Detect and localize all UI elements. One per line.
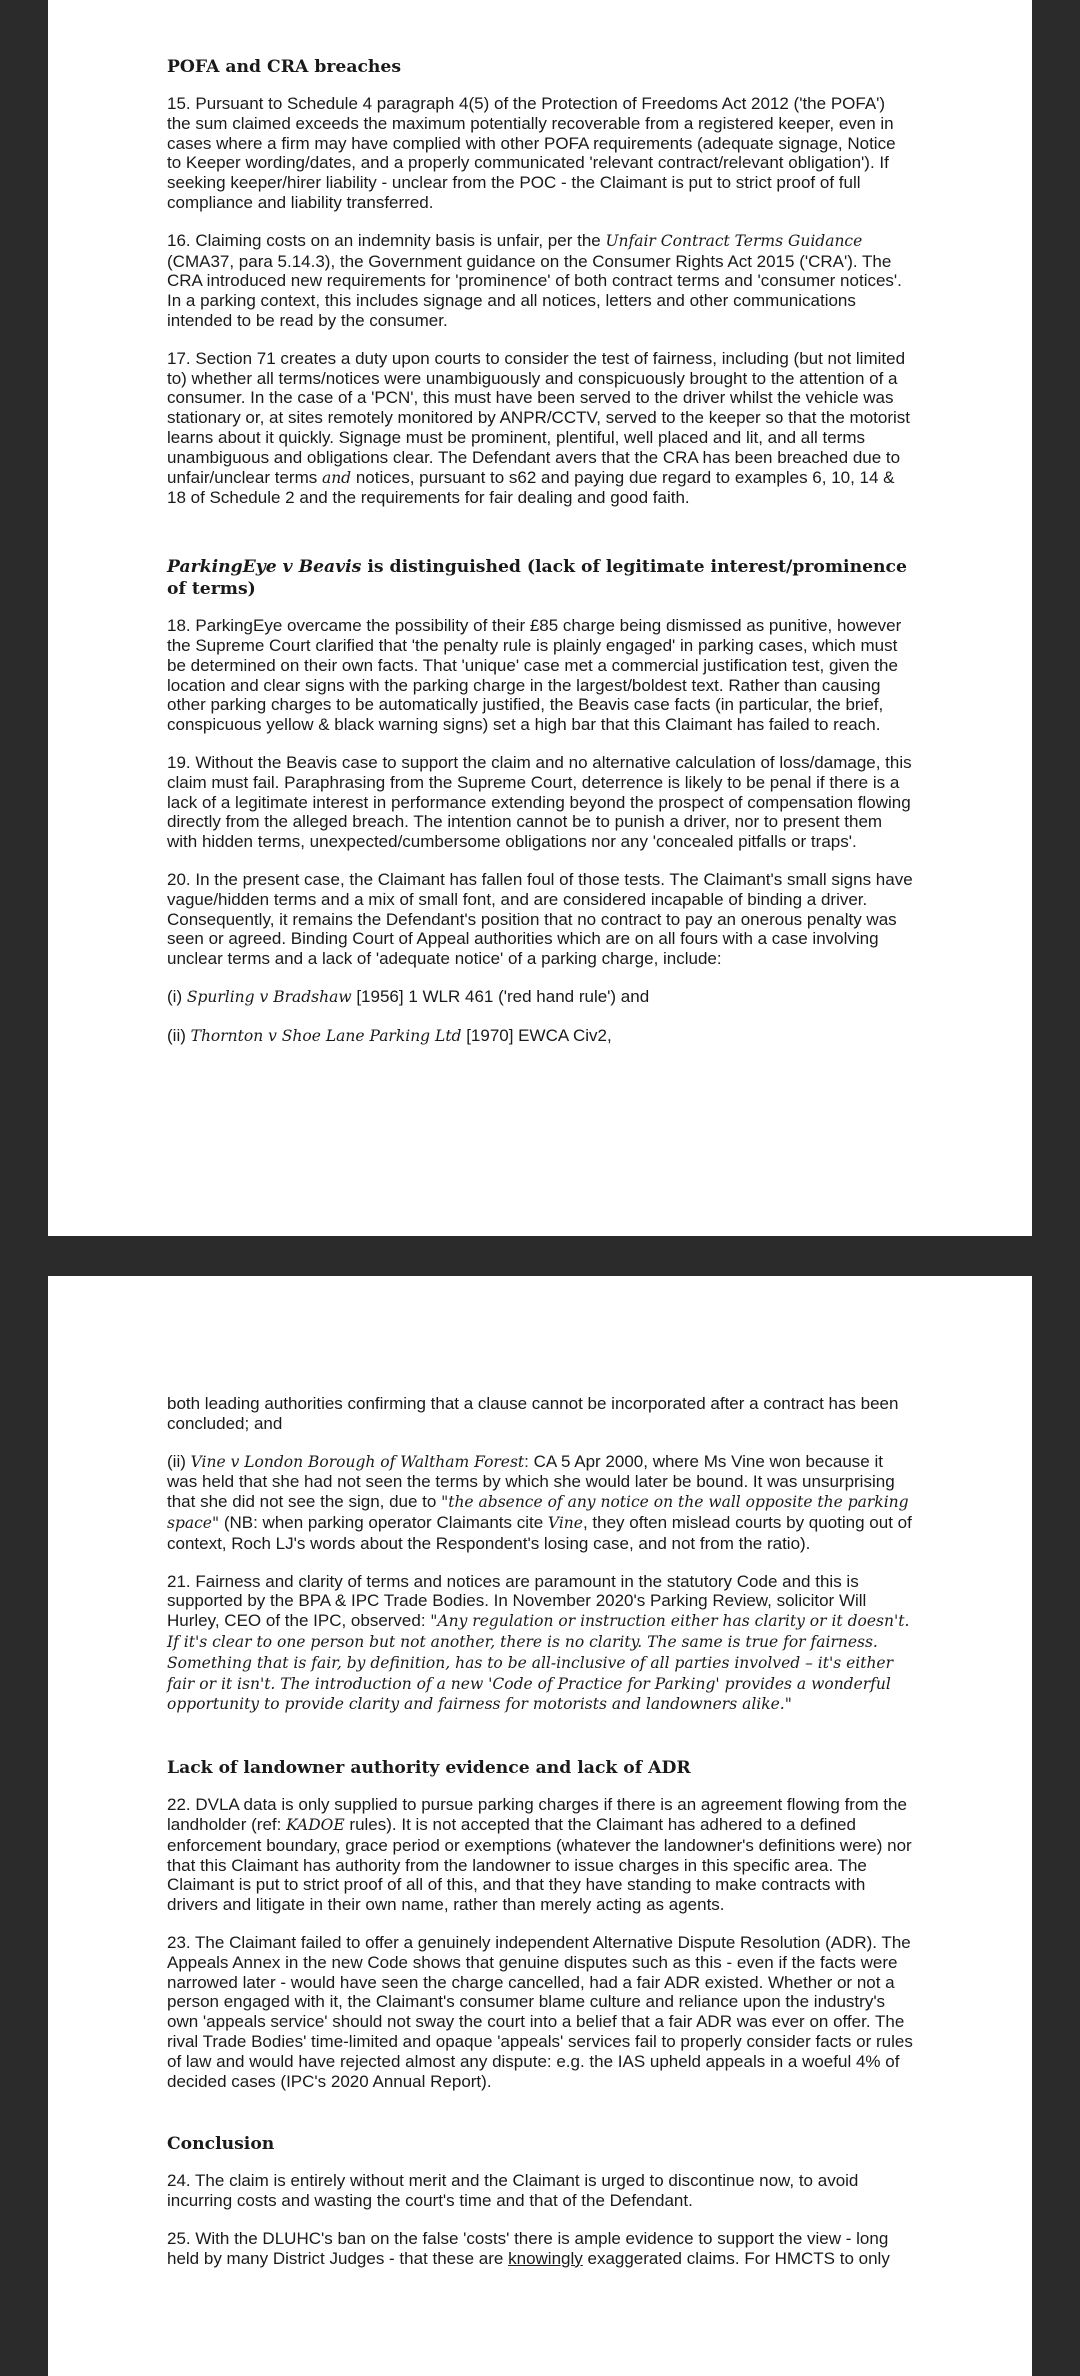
case-citation-thornton: (ii) Thornton v Shoe Lane Parking Ltd [1970] EWCA Civ2, (167, 1025, 612, 1045)
paragraph-20: 20. In the present case, the Claimant has fallen foul of those tests. The Claimant's small signs have vague/hidden terms and a mix of small font, and are considered incapable of binding a driver. Consequently, it remains the Defendant's position that no contract to pay an onerous penalty was seen or agreed. Binding Court of Appeal authorities which are on all fours with a case involving unclear terms and a lack of 'adequate notice' of a parking charge, include: (167, 869, 913, 969)
paragraph-16: 16. Claiming costs on an indemnity basis is unfair, per the Unfair Contract Terms Guidance (CMA37, para 5.14.3), the Government guidance on the Consumer Rights Act 2015 ('CRA'). The CRA introduced new requirements for 'prominence' of both contract terms and 'consumer notices'. In a parking context, this includes signage and all notices, letters and other communications intended to be read by the consumer. (167, 230, 902, 330)
case-citation-spurling: (i) Spurling v Bradshaw [1956] 1 WLR 461 ('red hand rule') and (167, 986, 650, 1006)
paragraph-24: 24. The claim is entirely without merit and the Claimant is urged to discontinue now, to avoid incurring costs and wasting the court's time and that of the Defendant. (167, 2171, 859, 2211)
paragraph-18: 18. ParkingEye overcame the possibility of their £85 charge being dismissed as punitive, however the Supreme Court clarified that 'the penalty rule is plainly engaged' in parking cases, which must be determined on their own facts. That 'unique' case met a commercial justification test, given the location and clear signs with the parking charge in the largest/boldest text. Rather than causing other parking charges to be automatically justified, the Beavis case facts (in particular, the brief, conspicuous yellow & black warning signs) set a high bar that this Claimant has failed to reach. (167, 616, 902, 735)
paragraph-25: 25. With the DLUHC's ban on the false 'costs' there is ample evidence to support the view - long held by many District Judges - that these are knowingly exaggerated claims. For HMCTS to only (167, 2228, 890, 2268)
document-page-1 (48, 0, 1032, 1236)
citation-uct-guidance: Unfair Contract Terms Guidance (605, 231, 863, 250)
page-2-content (167, 1394, 913, 2287)
hurley-quote: "Any regulation or instruction either has clarity or it doesn't. If it's clear to one person but not another, there is no clarity. The same is true for fairness. Something that is fair, by definition, has to be all-inclusive of all parties involved – it's either fair or it isn't. The introduction of a new 'Code of Practice for Parking' provides a wonderful opportunity to provide clarity and fairness for motorists and landowners alike." (167, 1612, 910, 1714)
case-citation-vine: (ii) Vine v London Borough of Waltham Forest: CA 5 Apr 2000, where Ms Vine won because it was held that she had not seen the terms by which she would later be bound. It was unsurprising that she did not see the sign, due to "the absence of any notice on the wall opposite the parking space" (NB: when parking operator Claimants cite Vine, they often mislead courts by quoting out of context, Roch LJ's words about the Respondent's losing case, and not from the ratio). (167, 1451, 912, 1553)
section-heading-beavis: ParkingEye v Beavis is distinguished (lack of legitimate interest/prominence of terms) (167, 557, 907, 600)
section-heading-pofa-cra: POFA and CRA breaches (167, 57, 402, 77)
paragraph-17: 17. Section 71 creates a duty upon courts to consider the test of fairness, including (but not limited to) whether all terms/notices were unambiguously and conspicuously brought to the attention of a consumer. In the case of a 'PCN', this must have been served to the driver whilst the vehicle was stationary or, at sites remotely monitored by ANPR/CCTV, served to the keeper so that the motorist learns about it quickly. Signage must be prominent, plentiful, well placed and lit, and all terms unambiguous and obligations clear. The Defendant avers that the CRA has been breached due to unfair/unclear terms and notices, pursuant to s62 and paying due regard to examples 6, 10, 14 & 18 of Schedule 2 and the requirements for fair dealing and good faith. (167, 348, 910, 508)
paragraph-15: 15. Pursuant to Schedule 4 paragraph 4(5) of the Protection of Freedoms Act 2012 ('the POFA') the sum claimed exceeds the maximum potentially recoverable from a registered keeper, even in cases where a firm may have complied with other POFA requirements (adequate signage, Notice to Keeper wording/dates, and a properly communicated 'relevant contract/relevant obligation'). If seeking keeper/hirer liability - unclear from the POC - the Claimant is put to strict proof of full compliance and liability transferred. (167, 94, 896, 212)
paragraph-21: 21. Fairness and clarity of terms and notices are paramount in the statutory Code and this is supported by the BPA & IPC Trade Bodies. In November 2020's Parking Review, solicitor Will Hurley, CEO of the IPC, observed: "Any regulation or instruction either has clarity or it doesn't. If it's clear to one person but not another, there is no clarity. The same is true for fairness. Something that is fair, by definition, has to be all-inclusive of all parties involved – it's either fair or it isn't. The introduction of a new 'Code of Practice for Parking' provides a wonderful opportunity to provide clarity and fairness for motorists and landowners alike." (167, 1571, 910, 1714)
paragraph-19: 19. Without the Beavis case to support the claim and no alternative calculation of loss/damage, this claim must fail. Paraphrasing from the Supreme Court, deterrence is likely to be penal if there is a lack of a legitimate interest in performance extending beyond the prospect of compensation flowing directly from the alleged breach. The intention cannot be to punish a driver, nor to present them with hidden terms, unexpected/cumbersome obligations nor any 'concealed pitfalls or traps'. (167, 752, 912, 852)
page-1-content (167, 56, 913, 1064)
document-page-2 (48, 1276, 1032, 2376)
section-heading-landowner-adr: Lack of landowner authority evidence and lack of ADR (167, 1758, 691, 1779)
paragraph-23: 23. The Claimant failed to offer a genuinely independent Alternative Dispute Resolution (ADR). The Appeals Annex in the new Code shows that genuine disputes such as this - even if the facts were narrowed later - would have seen the charge cancelled, had a fair ADR existed. Whether or not a person engaged with it, the Claimant's consumer blame culture and reliance upon the industry's own 'appeals service' should not sway the court into a belief that a fair ADR was ever on offer. The rival Trade Bodies' time-limited and opaque 'appeals' services fail to properly consider facts or rules of law and would have rejected almost any dispute: e.g. the IAS upheld appeals in a woeful 4% of decided cases (IPC's 2020 Annual Report). (167, 1932, 913, 2091)
section-heading-conclusion: Conclusion (167, 2134, 275, 2155)
paragraph-continued: both leading authorities confirming that a clause cannot be incorporated after a contract has been concluded; and (167, 1394, 899, 1433)
paragraph-22: 22. DVLA data is only supplied to pursue parking charges if there is an agreement flowing from the landholder (ref: KADOE rules). It is not accepted that the Claimant has adhered to a defined enforcement boundary, grace period or exemptions (whatever the landowner's definitions were) nor that this Claimant has authority from the landowner to issue charges in this specific area. The Claimant is put to strict proof of all of this, and that they have standing to make contracts with drivers and litigate in their own name, rather than merely acting as agents. (167, 1795, 912, 1915)
